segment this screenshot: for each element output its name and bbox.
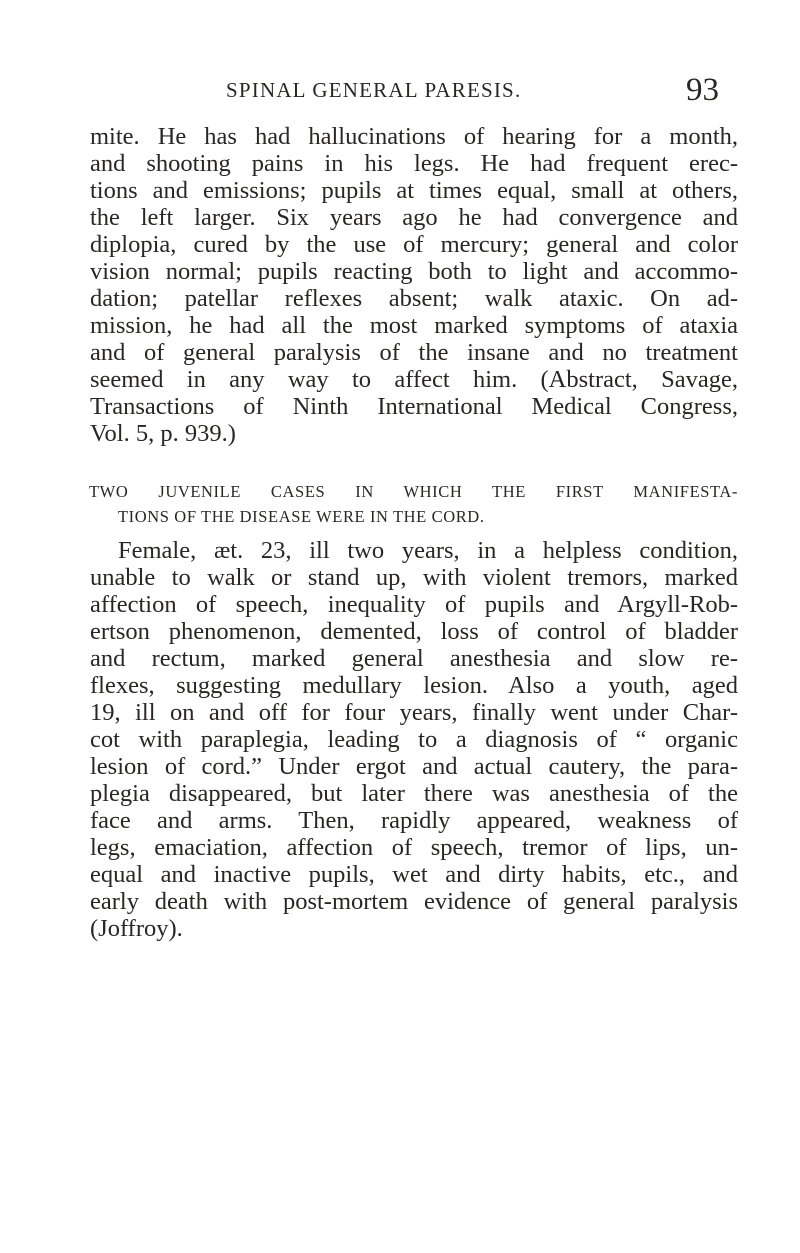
text-line: dation; patellar reflexes absent; walk ataxic. On ad- xyxy=(90,285,738,312)
text-line: plegia disappeared, but later there was anesthesia of the xyxy=(90,780,738,807)
text-line: (Joffroy). xyxy=(90,915,183,942)
text-line: tions and emissions; pupils at times equal, small at others, xyxy=(90,177,738,204)
text-line: seemed in any way to affect him. (Abstract, Savage, xyxy=(90,366,738,393)
text-line: ertson phenomenon, demented, loss of control of bladder xyxy=(90,618,738,645)
text-line: affection of speech, inequality of pupils and Argyll-Rob- xyxy=(90,591,738,618)
text-line: and rectum, marked general anesthesia and slow re- xyxy=(90,645,738,672)
text-line: legs, emaciation, affection of speech, tremor of lips, un- xyxy=(90,834,738,861)
text-line: cot with paraplegia, leading to a diagnosis of “ organic xyxy=(90,726,738,753)
text-line: mite. He has had hallucinations of hearing for a month, xyxy=(90,123,738,150)
text-line: lesion of cord.” Under ergot and actual cautery, the para- xyxy=(90,753,738,780)
text-line: flexes, suggesting medullary lesion. Also a youth, aged xyxy=(90,672,738,699)
page-number: 93 xyxy=(686,72,719,108)
running-head xyxy=(0,72,800,108)
text-line: Female, æt. 23, ill two years, in a helpless condition, xyxy=(118,537,738,564)
text-line: face and arms. Then, rapidly appeared, weakness of xyxy=(90,807,738,834)
running-title: SPINAL GENERAL PARESIS. xyxy=(226,78,522,102)
text-line: Transactions of Ninth International Medical Congress, xyxy=(90,393,738,420)
section-heading-line: TIONS OF THE DISEASE WERE IN THE CORD. xyxy=(118,507,485,526)
text-line: 19, ill on and off for four years, finally went under Char- xyxy=(90,699,738,726)
text-line: and shooting pains in his legs. He had frequent erec- xyxy=(90,150,738,177)
text-line: Vol. 5, p. 939.) xyxy=(90,420,236,447)
text-line: equal and inactive pupils, wet and dirty habits, etc., and xyxy=(90,861,738,888)
text-line: the left larger. Six years ago he had convergence and xyxy=(90,204,738,231)
text-line: mission, he had all the most marked symptoms of ataxia xyxy=(90,312,738,339)
text-line: and of general paralysis of the insane and no treatment xyxy=(90,339,738,366)
text-line: unable to walk or stand up, with violent tremors, marked xyxy=(90,564,738,591)
text-line: vision normal; pupils reacting both to light and accommo- xyxy=(90,258,738,285)
text-line: early death with post-mortem evidence of general paralysis xyxy=(90,888,738,915)
section-heading-line: TWO JUVENILE CASES IN WHICH THE FIRST MANIFESTA- xyxy=(89,482,738,501)
text-line: diplopia, cured by the use of mercury; general and color xyxy=(90,231,738,258)
